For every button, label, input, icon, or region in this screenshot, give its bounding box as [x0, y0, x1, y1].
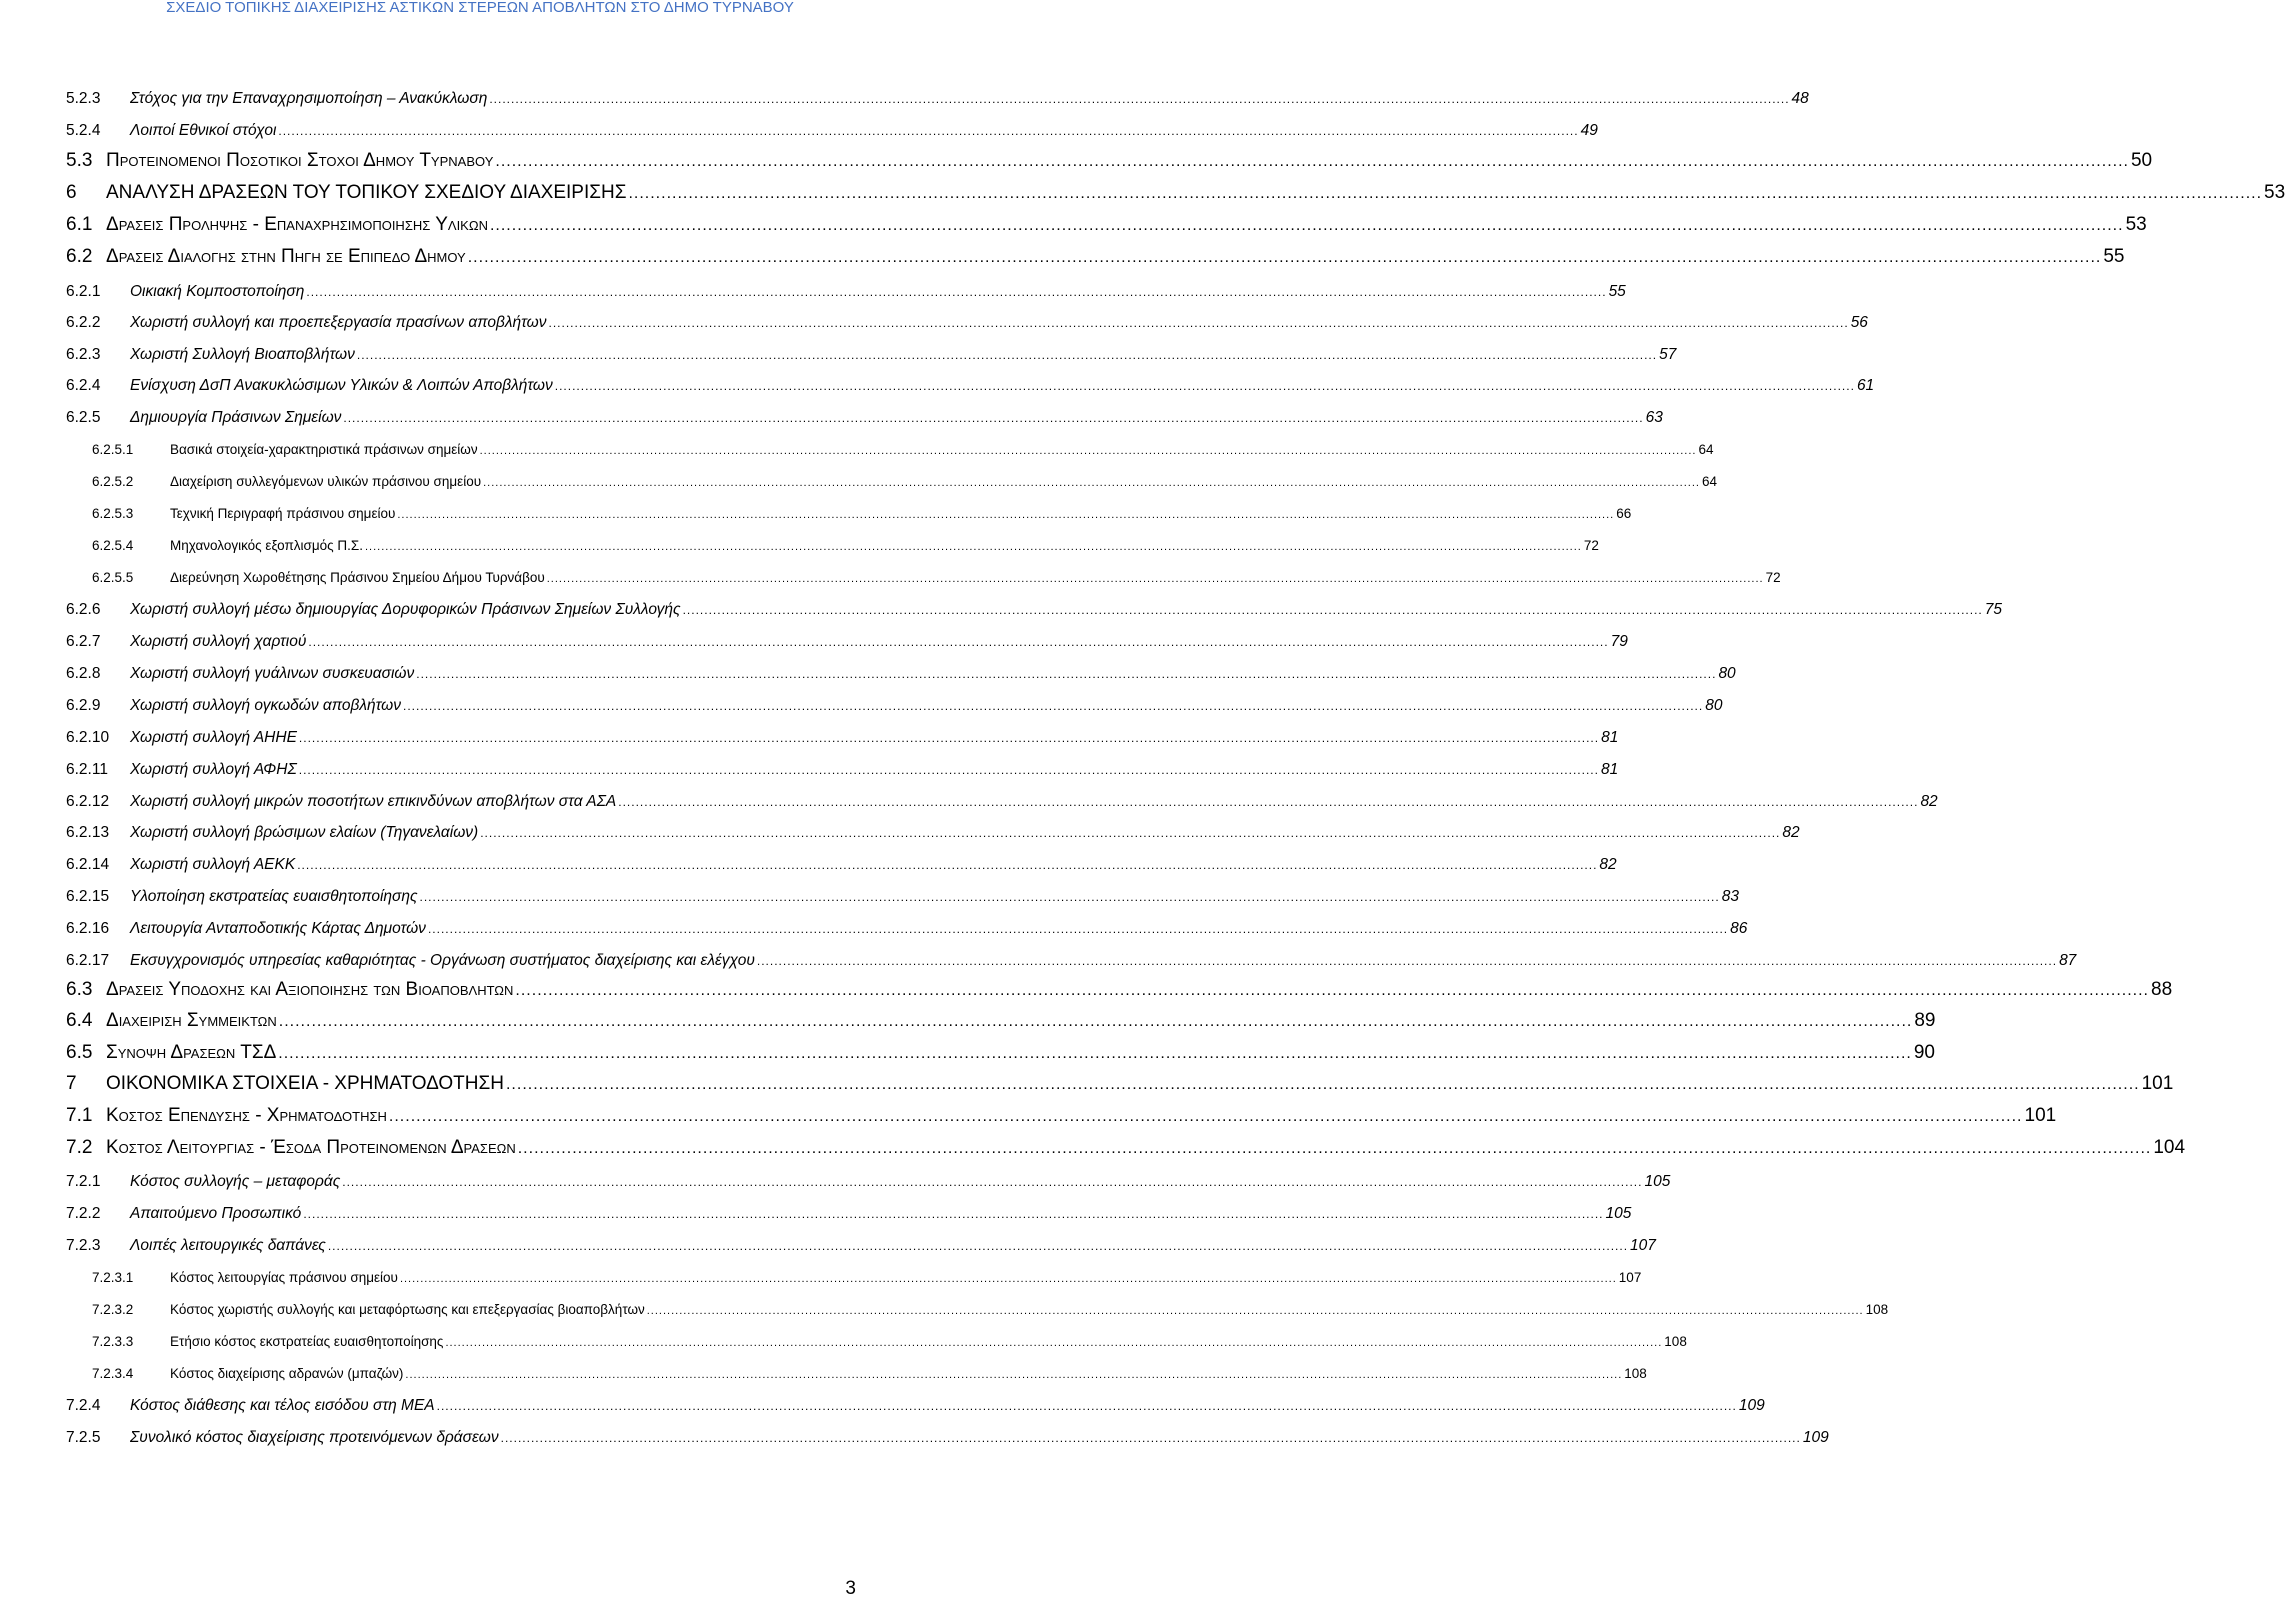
toc-entry[interactable]: [66, 1073, 2174, 1095]
toc-dot-leader: [548, 316, 1848, 330]
toc-entry-page: 86: [1730, 920, 1748, 937]
toc-dot-leader: [757, 954, 2057, 968]
toc-entry-page: 101: [2141, 1073, 2174, 1094]
toc-dot-leader: [365, 541, 1582, 553]
toc-entry[interactable]: [66, 665, 1736, 683]
toc-entry[interactable]: [66, 824, 1800, 842]
toc-dot-leader: [299, 731, 1599, 745]
toc-entry-page: 87: [2059, 952, 2077, 969]
toc-entry-title: Λοιποί Εθνικοί στόχοι: [130, 122, 277, 139]
toc-entry-title: Εκσυγχρονισμός υπηρεσίας καθαριότητας - Οργάνωση συστήματος διαχείρισης και ελέγχου: [130, 952, 755, 969]
toc-entry-title: Συνοψη Δρασεων ΤΣΔ: [106, 1042, 277, 1063]
toc-entry[interactable]: [66, 1173, 1671, 1191]
toc-entry-number: 6.3: [66, 979, 93, 1000]
toc-entry-page: 89: [1914, 1010, 1936, 1031]
toc-entry-page: 83: [1721, 888, 1739, 905]
toc-entry-number: 6.2.7: [66, 633, 101, 650]
toc-dot-leader: [555, 379, 1855, 393]
toc-dot-leader: [506, 1076, 2140, 1094]
toc-entry-page: 108: [1664, 1334, 1687, 1349]
toc-entry-number: 6.2.9: [66, 697, 101, 714]
toc-entry-page: 48: [1791, 90, 1809, 107]
toc-entry-title: Ετήσιο κόστος εκστρατείας ευαισθητοποίησης: [170, 1334, 444, 1349]
toc-entry-title: Χωριστή συλλογή μέσω δημιουργίας Δορυφορικών Πράσινων Σημείων Συλλογής: [130, 601, 681, 618]
toc-dot-leader: [308, 635, 1608, 649]
toc-entry-number: 6.2.5: [66, 409, 101, 426]
toc-entry[interactable]: [66, 90, 1809, 108]
toc-entry-page: 82: [1599, 856, 1617, 873]
toc-entry[interactable]: [66, 1010, 1936, 1032]
toc-entry-title: Ενίσχυση ΔσΠ Ανακυκλώσιμων Υλικών & Λοιπών Αποβλήτων: [130, 377, 553, 394]
toc-entry-title: Δρασεις Υποδοχης και Αξιοποιησης των Βιοαποβλητων: [106, 979, 514, 1000]
toc-dot-leader: [437, 1399, 1737, 1413]
toc-entry-page: 90: [1913, 1042, 1935, 1063]
toc-entry-page: 80: [1705, 697, 1723, 714]
toc-entry-title: Μηχανολογικός εξοπλισμός Π.Σ.: [170, 538, 363, 553]
toc-entry-page: 80: [1718, 665, 1736, 682]
toc-entry-page: 101: [2024, 1105, 2057, 1126]
toc-dot-leader: [495, 153, 2129, 171]
toc-entry-title: Χωριστή συλλογή χαρτιού: [130, 633, 307, 650]
toc-entry-number: 7: [66, 1073, 77, 1094]
toc-entry-number: 6.2.3: [66, 346, 101, 363]
toc-dot-leader: [445, 1337, 1662, 1349]
toc-entry-title: Τεχνική Περιγραφή πράσινου σημείου: [170, 506, 396, 521]
toc-entry[interactable]: [66, 182, 2285, 204]
toc-entry[interactable]: [92, 1270, 1642, 1285]
toc-entry-number: 6.2.14: [66, 856, 110, 873]
toc-entry-title: Διαχειριση Συμμεικτων: [106, 1010, 277, 1031]
toc-entry-number: 7.2.2: [66, 1205, 101, 1222]
toc-entry-page: 82: [1920, 793, 1938, 810]
toc-entry-page: 57: [1659, 346, 1677, 363]
toc-dot-leader: [515, 982, 2149, 1000]
toc-entry[interactable]: [66, 979, 2173, 1001]
toc-entry-page: 108: [1624, 1366, 1647, 1381]
toc-entry-title: Χωριστή συλλογή βρώσιμων ελαίων (Τηγανελαίων): [130, 824, 479, 841]
toc-entry-page: 75: [1984, 601, 2003, 618]
toc-dot-leader: [400, 1273, 1617, 1285]
toc-entry-title: Κοστος Επενδυσης - Χρηματοδοτηση: [106, 1105, 387, 1126]
toc-entry-page: 82: [1782, 824, 1800, 841]
toc-entry[interactable]: [66, 793, 1938, 811]
toc-entry[interactable]: [66, 729, 1619, 747]
toc-entry-number: 6.1: [66, 214, 93, 235]
toc-entry-number: 5.3: [66, 150, 93, 171]
toc-entry-page: 109: [1802, 1429, 1829, 1446]
toc-entry-number: 6.2.15: [66, 888, 110, 905]
toc-entry-title: Συνολικό κόστος διαχείρισης προτεινόμενων δράσεων: [130, 1429, 499, 1446]
toc-entry-number: 6.2.10: [66, 729, 110, 746]
toc-dot-leader: [501, 1431, 1801, 1445]
page-number: 3: [845, 1578, 856, 1599]
toc-entry-number: 7.2.4: [66, 1397, 101, 1414]
toc-entry[interactable]: [92, 538, 1599, 553]
toc-entry-page: 109: [1738, 1397, 1765, 1414]
toc-entry-title: Οικιακή Κομποστοποίηση: [130, 283, 305, 300]
toc-entry-page: 81: [1600, 761, 1619, 778]
toc-dot-leader: [618, 795, 1918, 809]
toc-entry-title: Χωριστή συλλογή γυάλινων συσκευασιών: [130, 665, 415, 682]
toc-entry-number: 7.2.3.3: [92, 1334, 134, 1349]
toc-entry[interactable]: [66, 346, 1677, 364]
document-header: [0, 0, 960, 16]
toc-entry-number: 6.2.16: [66, 920, 110, 937]
toc-entry-title: Χωριστή συλλογή και προεπεξεργασία πρασίνων αποβλήτων: [130, 314, 547, 331]
toc-entry-number: 6.2.2: [66, 314, 101, 331]
toc-entry-page: 105: [1605, 1205, 1632, 1222]
toc-entry-title: Διαχείριση συλλεγόμενων υλικών πράσινου σημείου: [170, 474, 482, 489]
toc-dot-leader: [480, 826, 1780, 840]
toc-dot-leader: [389, 1108, 2023, 1126]
toc-entry-number: 7.2: [66, 1137, 93, 1158]
toc-entry[interactable]: [66, 283, 1626, 301]
toc-entry-title: ΑΝΑΛΥΣΗ ΔΡΑΣΕΩΝ ΤΟΥ ΤΟΠΙΚΟΥ ΣΧΕΔΙΟΥ ΔΙΑΧΕΙΡΙΣΗΣ: [106, 182, 627, 203]
toc-dot-leader: [547, 573, 1764, 585]
toc-dot-leader: [397, 509, 1614, 521]
toc-entry-number: 6.2: [66, 246, 93, 267]
toc-entry-title: Υλοποίηση εκστρατείας ευαισθητοποίησης: [130, 888, 418, 905]
toc-entry-title: Απαιτούμενο Προσωπικό: [130, 1205, 302, 1222]
toc-entry-title: Δημιουργία Πράσινων Σημείων: [130, 409, 342, 426]
toc-dot-leader: [468, 249, 2102, 267]
toc-entry-title: Χωριστή συλλογή μικρών ποσοτήτων επικινδύνων αποβλήτων στα ΑΣΑ: [130, 793, 617, 810]
toc-dot-leader: [483, 477, 1700, 489]
toc-dot-leader: [480, 445, 1697, 457]
toc-entry-number: 6.2.1: [66, 283, 101, 300]
toc-dot-leader: [647, 1305, 1864, 1317]
toc-dot-leader: [306, 285, 1606, 299]
toc-entry-page: 53: [2125, 214, 2147, 235]
toc-entry-page: 61: [1856, 377, 1875, 394]
toc-entry-number: 7.2.3.1: [92, 1270, 134, 1285]
toc-dot-leader: [297, 858, 1597, 872]
toc-entry[interactable]: [66, 1137, 2186, 1159]
toc-entry-title: Κόστος διαχείρισης αδρανών (μπαζών): [170, 1366, 404, 1381]
toc-entry-number: 7.2.3: [66, 1237, 101, 1254]
toc-entry-title: Κόστος διάθεσης και τέλος εισόδου στη ΜΕΑ: [130, 1397, 435, 1414]
toc-dot-leader: [278, 1045, 1912, 1063]
toc-entry[interactable]: [92, 506, 1632, 521]
toc-entry-number: 6: [66, 182, 77, 203]
toc-dot-leader: [342, 1175, 1642, 1189]
toc-dot-leader: [489, 92, 1789, 106]
toc-entry-title: Κόστος συλλογής – μεταφοράς: [130, 1173, 341, 1190]
toc-entry-page: 81: [1601, 729, 1619, 746]
toc-entry-number: 6.2.4: [66, 377, 101, 394]
toc-entry[interactable]: [66, 246, 2125, 268]
toc-entry[interactable]: [66, 761, 1619, 779]
toc-dot-leader: [357, 348, 1657, 362]
toc-entry[interactable]: [66, 1237, 1656, 1255]
toc-entry-page: 107: [1618, 1270, 1642, 1285]
toc-entry[interactable]: [66, 888, 1739, 906]
toc-entry-title: Δρασεις Προληψης - Επαναχρησιμοποιησης Υλικων: [106, 214, 488, 235]
toc-entry[interactable]: [92, 442, 1714, 457]
toc-entry-page: 79: [1610, 633, 1628, 650]
toc-entry-number: 6.2.17: [66, 952, 110, 969]
toc-entry-title: Κόστος λειτουργίας πράσινου σημείου: [170, 1270, 398, 1285]
toc-entry-title: Βασικά στοιχεία-χαρακτηριστικά πράσινων σημείων: [170, 442, 478, 457]
toc-dot-leader: [420, 890, 1720, 904]
toc-entry-page: 72: [1583, 538, 1599, 553]
toc-entry-page: 64: [1701, 474, 1717, 489]
toc-entry[interactable]: [66, 1397, 1765, 1415]
toc-entry[interactable]: [66, 856, 1617, 874]
toc-entry-title: Κόστος χωριστής συλλογής και μεταφόρτωσης και επεξεργασίας βιοαποβλήτων: [170, 1302, 645, 1317]
toc-entry-title: Προτεινομενοι Ποσοτικοι Στοχοι Δημου Τυρναβου: [106, 150, 494, 171]
toc-entry-page: 63: [1645, 409, 1663, 426]
toc-entry[interactable]: [66, 314, 1868, 332]
toc-entry-title: Χωριστή συλλογή ογκωδών αποβλήτων: [130, 697, 401, 714]
toc-dot-leader: [683, 603, 1983, 617]
toc-entry-number: 7.1: [66, 1105, 93, 1126]
toc-dot-leader: [490, 217, 2124, 235]
toc-entry-page: 53: [2264, 182, 2285, 203]
toc-entry-number: 7.2.5: [66, 1429, 101, 1446]
toc-entry[interactable]: [66, 1205, 1632, 1223]
toc-dot-leader: [518, 1140, 2152, 1158]
toc-entry-title: ΟΙΚΟΝΟΜΙΚΑ ΣΤΟΙΧΕΙΑ - ΧΡΗΜΑΤΟΔΟΤΗΣΗ: [106, 1073, 504, 1094]
toc-entry-number: 6.2.11: [66, 761, 108, 778]
toc-entry-title: Δρασεις Διαλογης στην Πηγη σε Επιπεδο Δημου: [106, 246, 466, 267]
toc-entry-page: 56: [1850, 314, 1868, 331]
toc-entry-title: Λειτουργία Ανταποδοτικής Κάρτας Δημοτών: [130, 920, 426, 937]
toc-entry-number: 6.2.5.3: [92, 506, 134, 521]
toc-entry-page: 50: [2130, 150, 2153, 171]
toc-entry-number: 6.5: [66, 1042, 93, 1063]
toc-entry[interactable]: [66, 214, 2147, 236]
header-title: ΣΧΕΔΙΟ ΤΟΠΙΚΗΣ ΔΙΑΧΕΙΡΙΣΗΣ ΑΣΤΙΚΩΝ ΣΤΕΡΕΩΝ ΑΠΟΒΛΗΤΩΝ ΣΤΟ ΔΗΜΟ ΤΥΡΝΑΒΟΥ: [166, 0, 794, 16]
toc-entry-page: 55: [1608, 283, 1626, 300]
toc-dot-leader: [278, 124, 1578, 138]
toc-entry[interactable]: [92, 1302, 1889, 1317]
toc-entry-page: 107: [1630, 1237, 1656, 1254]
toc-entry[interactable]: [66, 920, 1748, 938]
toc-entry[interactable]: [92, 1334, 1687, 1349]
toc-entry-title: Χωριστή Συλλογή Βιοαποβλήτων: [130, 346, 355, 363]
toc-entry-title: Διερεύνηση Χωροθέτησης Πράσινου Σημείου Δήμου Τυρνάβου: [170, 570, 545, 585]
toc-dot-leader: [403, 699, 1703, 713]
toc-entry-number: 6.2.6: [66, 601, 101, 618]
toc-entry-page: 72: [1765, 570, 1781, 585]
toc-entry-number: 6.2.8: [66, 665, 101, 682]
toc-dot-leader: [299, 763, 1599, 777]
toc-entry[interactable]: [66, 409, 1663, 427]
toc-entry-number: 5.2.4: [66, 122, 101, 139]
toc-dot-leader: [628, 185, 2262, 203]
toc-entry[interactable]: [66, 952, 2077, 970]
toc-dot-leader: [416, 667, 1716, 681]
toc-entry[interactable]: [66, 601, 2003, 619]
toc-entry-page: 105: [1644, 1173, 1671, 1190]
toc-entry-number: 6.2.5.1: [92, 442, 134, 457]
toc-entry[interactable]: [66, 1429, 1829, 1447]
toc-entry-number: 5.2.3: [66, 90, 101, 107]
toc-entry-page: 55: [2103, 246, 2125, 267]
toc-dot-leader: [279, 1013, 1913, 1031]
toc-entry-page: 108: [1865, 1302, 1889, 1317]
toc-dot-leader: [428, 922, 1728, 936]
toc-entry[interactable]: [66, 697, 1723, 715]
toc-entry-title: Λοιπές λειτουργικές δαπάνες: [130, 1237, 326, 1254]
toc-entry-title: Χωριστή συλλογή ΑΗΗΕ: [130, 729, 297, 746]
toc-dot-leader: [303, 1207, 1603, 1221]
toc-entry[interactable]: [66, 1042, 1935, 1064]
toc-entry-number: 6.2.5.4: [92, 538, 134, 553]
toc-entry-title: Κοστος Λειτουργιας - Έσοδα Προτεινομενων Δρασεων: [106, 1137, 516, 1158]
toc-entry[interactable]: [92, 570, 1781, 585]
toc-dot-leader: [405, 1369, 1622, 1381]
toc-dot-leader: [328, 1239, 1628, 1253]
toc-dot-leader: [343, 411, 1643, 425]
toc-entry-page: 64: [1698, 442, 1714, 457]
toc-entry-number: 6.4: [66, 1010, 93, 1031]
toc-entry-page: 66: [1616, 506, 1632, 521]
toc-entry-number: 6.2.13: [66, 824, 110, 841]
toc-entry-page: 49: [1580, 122, 1598, 139]
toc-entry-title: Χωριστή συλλογή ΑΦΗΣ: [130, 761, 297, 778]
toc-entry-number: 6.2.12: [66, 793, 110, 810]
toc-entry-page: 88: [2151, 979, 2173, 1000]
toc-entry[interactable]: [92, 1366, 1647, 1381]
toc-entry-number: 7.2.3.2: [92, 1302, 134, 1317]
toc-entry-title: Στόχος για την Επαναχρησιμοποίηση – Ανακύκλωση: [130, 90, 488, 107]
toc-entry[interactable]: [66, 150, 2153, 172]
toc-entry-number: 7.2.1: [66, 1173, 101, 1190]
toc-entry[interactable]: [66, 122, 1598, 140]
toc-entry-number: 6.2.5.5: [92, 570, 134, 585]
toc-entry[interactable]: [66, 377, 1875, 395]
toc-entry-number: 7.2.3.4: [92, 1366, 134, 1381]
toc-entry-page: 104: [2153, 1137, 2186, 1158]
toc-entry[interactable]: [66, 633, 1628, 651]
toc-entry[interactable]: [92, 474, 1717, 489]
toc-entry-number: 6.2.5.2: [92, 474, 134, 489]
toc-entry[interactable]: [66, 1105, 2057, 1127]
toc-entry-title: Χωριστή συλλογή ΑΕΚΚ: [130, 856, 296, 873]
